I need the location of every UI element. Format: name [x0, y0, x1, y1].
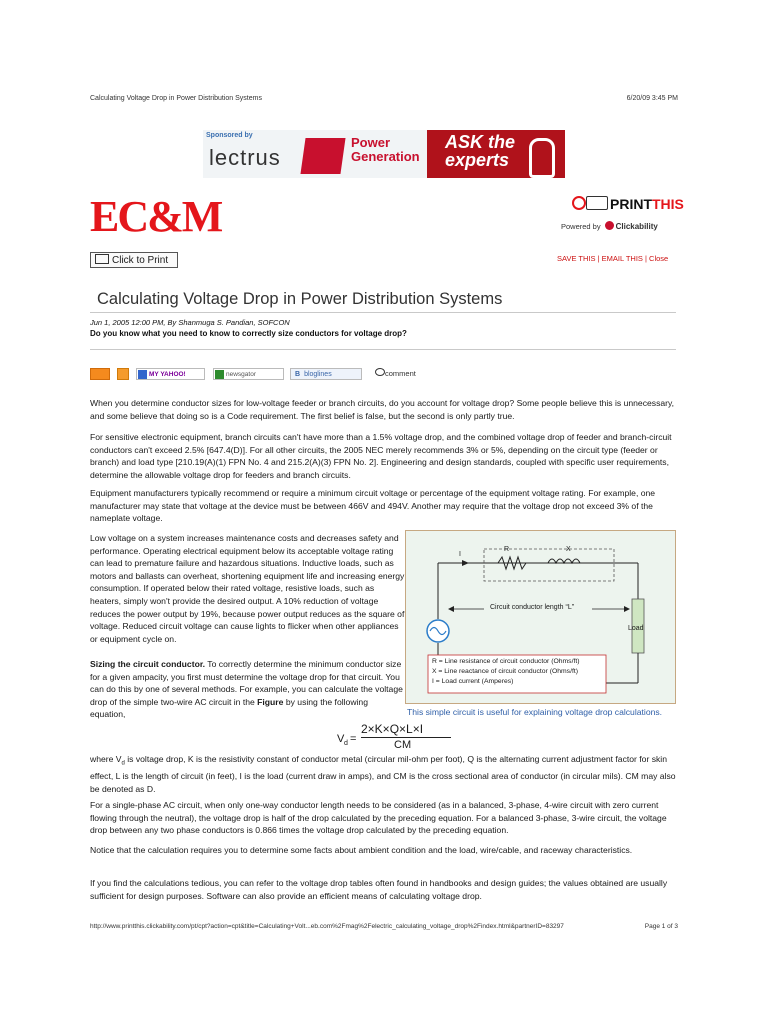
legend-item: I = Load current (Amperes)	[432, 678, 514, 685]
load-label: Load	[628, 625, 644, 632]
newsgator-button[interactable]	[213, 368, 284, 380]
bloglines-button[interactable]	[290, 368, 362, 380]
clickability-name: Clickability	[615, 222, 658, 231]
feed-icon[interactable]	[117, 368, 129, 380]
paragraph-4: Low voltage on a system increases maintenance costs and decreases safety and performance. Operating electrical equipment below its acceptable voltage rating can lead to premature failure and hazardous situations. Inductive loads, such as motors and ballasts can overheat, shortening equipment life and increasing energy consumption. If operated below their rated voltage, resistive loads, such as heaters, simply won't provide the desired output. A 10% reduction of voltage reduces the power output by 19%, because power output reduces as the square of voltage. Reduced circuit voltage can cause lights to flicker when other appliances or equipment cycle on.	[90, 533, 405, 644]
powered-by	[561, 221, 658, 231]
separator: |	[645, 254, 647, 263]
footer-url: http://www.printthis.clickability.com/pt/cpt?action=cpt&title=Calculating+Volt...eb.com%2Fmag%2Felectric_calculating_voltage_drop%2Findex.html&partnerID=83297	[90, 923, 564, 930]
paragraph-2: For sensitive electronic equipment, branch circuits can't have more than a 1.5% voltage drop, and the combined voltage drop of feeder and branch-circuit conductors can't exceed 2.5% [647.4(D)]. For all other circuits, the 2005 NEC merely recommends 3% or 5%, depending on the circuit type (feeder or branch) and load type [210.19(A)(1) FPN No. 4 and 215.2(A)(3) FPN No. 2]. Engineering and design standards, coupled with specific user requirements, determine the allowable voltage drop for feeders and branch circuits.	[90, 432, 672, 480]
print-this-word-a: PRINT	[610, 196, 652, 212]
printer-icon	[95, 254, 109, 264]
figure-reference: Figure	[257, 696, 284, 707]
question-mark-icon	[529, 138, 555, 178]
equation-denominator: CM	[394, 739, 412, 751]
length-label: Circuit conductor length “L”	[490, 604, 575, 611]
cummins-logo-icon	[300, 138, 345, 174]
equation-equals: =	[350, 733, 357, 745]
title-divider	[90, 312, 676, 313]
print-this-word-b: THIS	[652, 196, 684, 212]
printer-icon	[586, 196, 608, 210]
newsgator-label: newsgator	[226, 371, 256, 378]
label-reactance: X	[566, 546, 571, 553]
paragraph-5-text-b: by using the following equation,	[90, 696, 368, 720]
print-this-logo	[572, 196, 684, 212]
sponsor-banner[interactable]	[203, 130, 565, 178]
figure-caption: This simple circuit is useful for explaining voltage drop calculations.	[407, 707, 663, 717]
section-heading: Sizing the circuit conductor.	[90, 659, 206, 669]
bloglines-label: bloglines	[304, 371, 332, 378]
footer-page-number: Page 1 of 3	[644, 923, 678, 930]
fraction-bar	[361, 737, 451, 738]
sponsor-product: Power Generation	[351, 135, 420, 164]
equation-lhs: V	[337, 733, 345, 745]
header-datetime: 6/20/09 3:45 PM	[626, 95, 678, 102]
click-to-print-button[interactable]	[90, 252, 178, 268]
paragraph-6-subscript: d	[121, 760, 125, 767]
ask-experts-text: ASK the experts	[445, 132, 516, 170]
paragraph-5	[90, 658, 405, 721]
equation-subscript: d	[344, 740, 348, 747]
paragraph-8: Notice that the calculation requires you to determine some facts about ambient condition and the load, wire/cable, and raceway characteristics.	[90, 845, 633, 855]
sponsor-panel	[203, 130, 427, 178]
separator: |	[597, 254, 600, 263]
article-byline: Jun 1, 2005 12:00 PM, By Shanmuga S. Pandian, SOFCON	[90, 318, 290, 327]
save-this-link[interactable]: SAVE THIS	[557, 254, 596, 263]
header-doc-title: Calculating Voltage Drop in Power Distribution Systems	[90, 95, 262, 102]
paragraph-7: For a single-phase AC circuit, when only one-way conductor length needs to be considered (as in a balanced, 3-phase, 4-wire circuit with zero current flowing through the neutral), the voltage drop is half of the drop calculated by the preceding equation. For a balanced 3-phase, 3-wire circuit, the voltage drop between any two phase conductors is 0.866 times the voltage drop calculated by the preceding equation.	[90, 800, 667, 836]
comment-icon	[375, 368, 385, 376]
my-yahoo-button[interactable]	[136, 368, 205, 380]
click-to-print-label: Click to Print	[112, 255, 169, 266]
legend-item: X = Line reactance of circuit conductor (Ohms/ft)	[432, 668, 579, 675]
clickability-logo-icon	[605, 221, 614, 230]
rss-button[interactable]	[90, 368, 110, 380]
paragraph-9: If you find the calculations tedious, you can refer to the voltage drop tables often found in handbooks and design guides; the values obtained are usually sufficient for design purposes. Software can also provide an efficient means of calculating voltage drop.	[90, 878, 668, 901]
social-bar	[90, 368, 684, 380]
paragraph-6-text-a: where V	[90, 754, 122, 764]
paragraph-5-text-a: To correctly determine the minimum conductor size for a given ampacity, you first must determine the voltage drop for that circuit. You can do this by one of several methods. For example, you can calculate the voltage drop of the simple two-wire AC circuit in the	[90, 659, 403, 707]
action-links	[557, 254, 668, 263]
article-title: Calculating Voltage Drop in Power Distribution Systems	[97, 290, 503, 308]
ask-experts-panel[interactable]	[427, 130, 565, 178]
plus-icon	[215, 370, 224, 379]
legend-item: R = Line resistance of circuit conductor (Ohms/ft)	[432, 658, 580, 665]
article-subtitle: Do you know what you need to know to correctly size conductors for voltage drop?	[90, 329, 407, 338]
paragraph-6-text-b: is voltage drop, K is the resistivity constant of conductor metal (circular mil-ohm per foot), Q is the alternating current adjustment factor for skin effect, L is the length of circuit (in feet), I is the load (current draw in amps), and CM is the cross sectional area of conductor (in circular mils). CM may also be denoted as D.	[90, 754, 676, 794]
close-link[interactable]: Close	[649, 254, 669, 263]
plus-icon	[138, 370, 147, 379]
label-current: I	[459, 551, 461, 558]
paragraph-3: Equipment manufacturers typically recommend or require a minimum circuit voltage or percentage of the equipment voltage rating. For example, one manufacturer may state that voltage at the device must be between 466V and 494V. Another may require that the voltage drop not exceed 3% of the nameplate voltage.	[90, 488, 656, 524]
bloglines-b-icon: B	[295, 371, 301, 378]
sponsored-label: Sponsored by	[206, 132, 253, 139]
label-resistance: R	[504, 546, 510, 553]
email-this-link[interactable]: EMAIL THIS	[601, 254, 643, 263]
paragraph-6	[90, 753, 682, 796]
ecm-logo[interactable]: EC&M	[90, 192, 222, 241]
figure-legend	[432, 657, 604, 687]
equation-numerator: 2×K×Q×L×I	[361, 722, 424, 736]
comment-button[interactable]	[375, 368, 416, 380]
comment-label: comment	[385, 369, 416, 378]
subtitle-divider	[90, 349, 676, 350]
sponsor-brand: lectrus	[209, 145, 281, 170]
powered-by-label: Powered by	[561, 222, 601, 231]
circuit-figure	[405, 530, 676, 704]
c-logo-icon	[572, 196, 586, 210]
paragraph-1: When you determine conductor sizes for low-voltage feeder or branch circuits, do you account for voltage drop? Some people believe this is unnecessary, and some believe that doing so is a Code requirement. The first belief is false, but the second is only partly true.	[90, 398, 675, 421]
my-yahoo-label: MY YAHOO!	[149, 371, 186, 378]
